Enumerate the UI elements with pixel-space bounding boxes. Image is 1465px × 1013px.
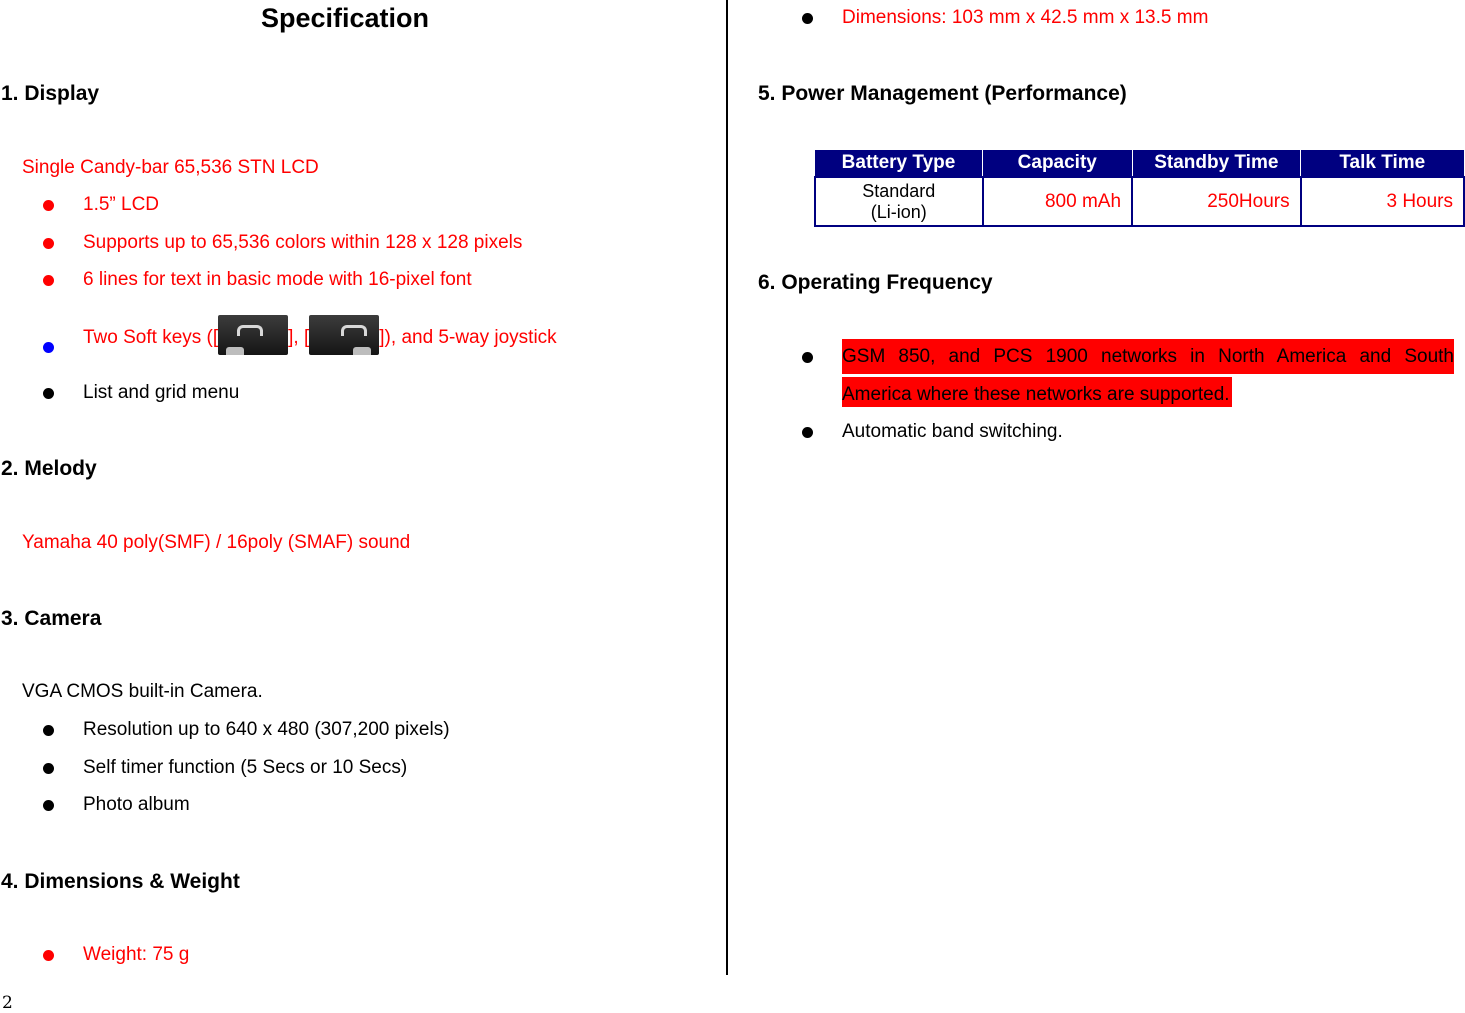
soft-keys-middle: ], [ [288, 327, 310, 348]
frequency-bullet-networks-line1: GSM 850, and PCS 1900 networks in North America and South [842, 339, 1454, 374]
bullet-icon [43, 342, 54, 353]
camera-bullet-album: Photo album [83, 794, 190, 815]
section-heading-camera: 3. Camera [1, 607, 102, 630]
camera-bullet-timer: Self timer function (5 Secs or 10 Secs) [83, 757, 408, 778]
dimensions-text: Dimensions: 103 mm x 42.5 mm x 13.5 mm [842, 7, 1209, 28]
table-row [815, 177, 1464, 226]
bullet-icon [43, 388, 54, 399]
cell-standby: 250Hours [1132, 177, 1301, 226]
section-heading-power: 5. Power Management (Performance) [758, 82, 1127, 105]
section-heading-melody: 2. Melody [1, 457, 97, 480]
bullet-icon [43, 238, 54, 249]
cell-talk: 3 Hours [1301, 177, 1464, 226]
display-bullet-menu: List and grid menu [83, 382, 240, 403]
bullet-icon [43, 800, 54, 811]
bullet-icon [43, 950, 54, 961]
frequency-bullet-band-switching: Automatic band switching. [842, 421, 1063, 442]
display-intro: Single Candy-bar 65,536 STN LCD [22, 157, 319, 178]
section-heading-frequency: 6. Operating Frequency [758, 271, 993, 294]
page-number: 2 [2, 993, 13, 1013]
header-talk-time: Talk Time [1301, 150, 1464, 177]
section-heading-display: 1. Display [1, 82, 100, 105]
cell-battery-type [815, 177, 983, 226]
melody-text: Yamaha 40 poly(SMF) / 16poly (SMAF) sound [22, 532, 411, 553]
bullet-icon [43, 275, 54, 286]
battery-type-line1: Standard [862, 180, 936, 201]
soft-keys-prefix: Two Soft keys ([ [83, 327, 219, 348]
bullet-icon [802, 427, 813, 438]
section-heading-dimensions: 4. Dimensions & Weight [1, 870, 240, 893]
display-bullet-soft-keys [83, 315, 557, 360]
weight-text: Weight: 75 g [83, 944, 190, 965]
header-battery-type: Battery Type [815, 150, 983, 177]
table-header-row [815, 150, 1464, 177]
display-bullet-lines: 6 lines for text in basic mode with 16-pixel font [83, 269, 472, 290]
camera-intro: VGA CMOS built-in Camera. [22, 681, 263, 702]
soft-keys-suffix: ]), and 5-way joystick [379, 327, 557, 348]
bullet-icon [43, 763, 54, 774]
battery-type-line2: (Li-ion) [870, 201, 927, 222]
header-standby-time: Standby Time [1132, 150, 1301, 177]
cell-capacity: 800 mAh [983, 177, 1133, 226]
left-soft-key-icon [218, 315, 288, 355]
header-capacity: Capacity [983, 150, 1133, 177]
page-title: Specification [261, 3, 430, 33]
bullet-icon [43, 725, 54, 736]
display-bullet-lcd: 1.5” LCD [83, 194, 160, 215]
column-divider [726, 0, 728, 975]
battery-table [814, 150, 1465, 227]
right-soft-key-icon [309, 315, 379, 355]
frequency-bullet-networks-line2: America where these networks are supported. [842, 377, 1232, 407]
bullet-icon [802, 13, 813, 24]
display-bullet-colors: Supports up to 65,536 colors within 128 x 128 pixels [83, 232, 523, 253]
bullet-icon [802, 352, 813, 363]
camera-bullet-resolution: Resolution up to 640 x 480 (307,200 pixels) [83, 719, 450, 740]
bullet-icon [43, 200, 54, 211]
